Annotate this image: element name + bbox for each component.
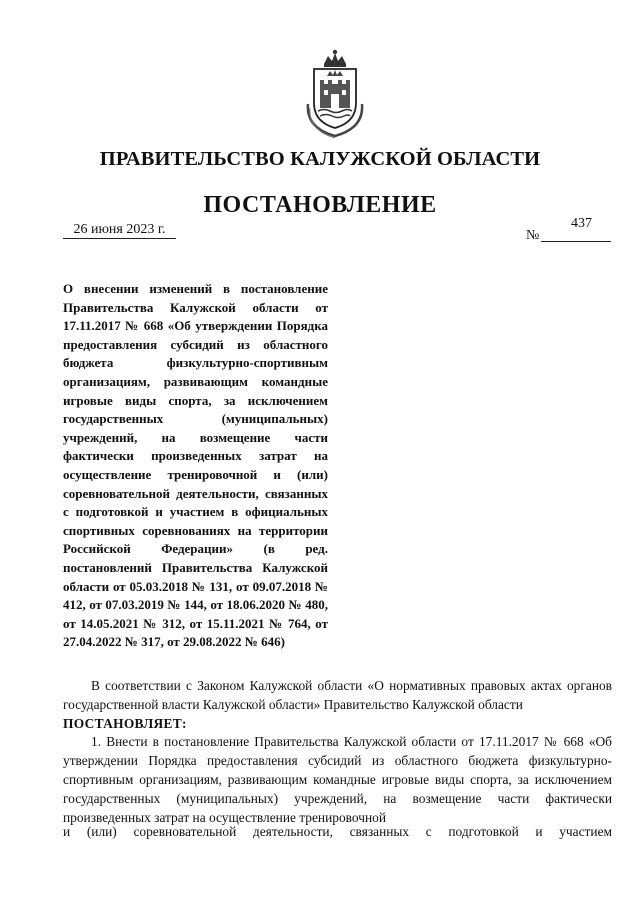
continuation-line: и (или) соревновательной деятельности, связанных с подготовкой и участием — [63, 824, 612, 839]
number-sign: № — [526, 228, 540, 243]
preamble-paragraph: В соответствии с Законом Калужской области «О нормативных правовых актах органов государственной власти Калужской области» Правительство Калужской области — [63, 678, 612, 712]
coat-of-arms-icon — [300, 48, 370, 138]
resolves-heading: ПОСТАНОВЛЯЕТ: — [63, 715, 187, 731]
document-body — [63, 677, 612, 827]
item-1-paragraph: 1. Внести в постановление Правительства Калужской области от 17.11.2017 № 668 «Об утверждении Порядка предоставления субсидий из областного бюджета физкультурно-спортивным организациям, развивающим командные игровые виды спорта, за исключением государственных (муниципальных) учреждений, на возмещение части фактически произведенных затрат на осуществление тренировочной — [63, 734, 612, 825]
document-number: 437 — [571, 216, 592, 231]
document-date: 26 июня 2023 г. — [63, 222, 176, 239]
document-type-title: ПОСТАНОВЛЕНИЕ — [203, 192, 437, 218]
government-title: ПРАВИТЕЛЬСТВО КАЛУЖСКОЙ ОБЛАСТИ — [99, 148, 541, 170]
number-underline — [541, 241, 611, 242]
document-subject: О внесении изменений в постановление Правительства Калужской области от 17.11.2017 № 668 «Об утверждении Порядка предоставления субсидий из областного бюджета физкультурно-спортивным организациям, развивающим командные игровые виды спорта, за исключением государственных (муниципальных) учреждений, на возмещение части фактически произведенных затрат на осуществление тренировочной и (или) соревновательной деятельности, связанных с подготовкой и участием в официальных спортивных соревнованиях на территории Российской Федерации» (в ред. постановлений Правительства Калужской области от 05.03.2018 № 131, от 09.07.2018 № 412, от 07.03.2019 № 144, от 18.06.2020 № 480, от 14.05.2021 № 312, от 15.11.2021 № 764, от 27.04.2022 № 317, от 29.08.2022 № 646) — [63, 281, 328, 650]
